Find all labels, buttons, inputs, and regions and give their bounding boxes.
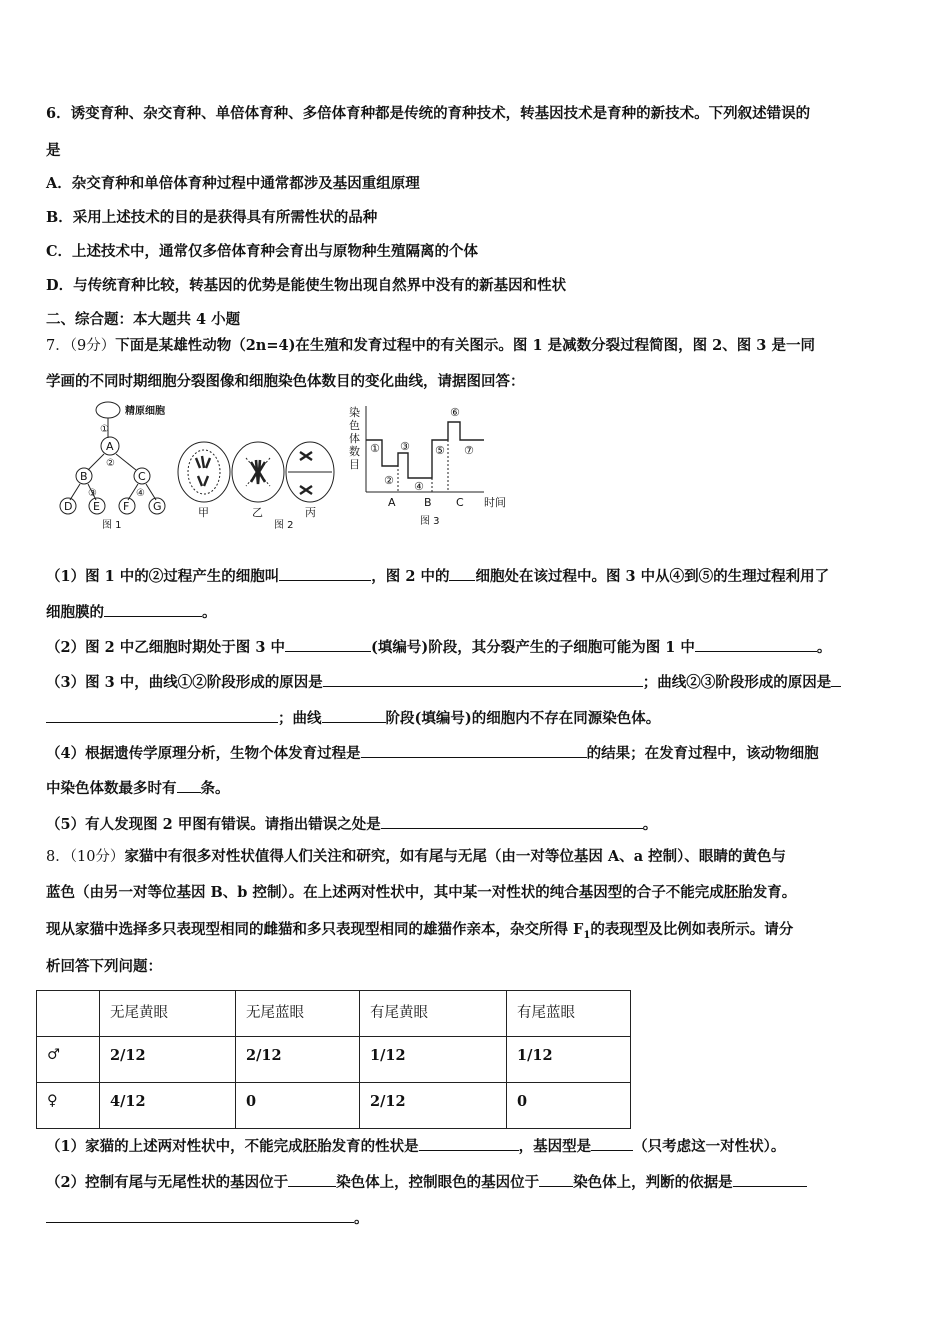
- q7-part1-line1: [46, 565, 829, 587]
- table-cell: 1/12: [507, 1037, 631, 1083]
- q6-stem-line2: 是: [46, 142, 61, 159]
- fig2-caption: 图 2: [274, 520, 294, 531]
- fig3-ylabel-4: 数: [349, 445, 360, 458]
- q7-number: 7．（9分）: [46, 338, 116, 354]
- q8-stem3-sub: 1: [583, 929, 591, 941]
- q8-p1-blank1[interactable]: [419, 1135, 519, 1151]
- table-cell: 2/12: [236, 1037, 360, 1083]
- q7-stem-line1: [46, 336, 815, 356]
- q8-number: 8．（10分）: [46, 849, 125, 865]
- table-cell-sex: ♀: [37, 1083, 100, 1129]
- q8-p2-blank2[interactable]: [539, 1171, 573, 1187]
- fig1-title: 精原细胞: [125, 406, 165, 417]
- q8-part2-line1: [46, 1171, 807, 1193]
- q8-p2-text-b: 染色体上，控制眼色的基因位于: [336, 1174, 540, 1191]
- fig1-meiosis-diagram: [60, 402, 165, 531]
- q6-stem-line1: 6．诱变育种、杂交育种、单倍体育种、多倍体育种都是传统的育种技术，转基因技术是育种的新技术。下列叙述错误的: [46, 105, 811, 122]
- q7-p3-text-c: ；曲线: [278, 710, 322, 727]
- fig1-node-f: F: [123, 500, 130, 513]
- q7-p4-text-d: 条。: [200, 780, 230, 797]
- q7-part4-line2: [46, 777, 230, 799]
- q7-p5-text-a: （5）有人发现图 2 甲图有错误。请指出错误之处是: [46, 816, 381, 833]
- q7-p2-text-c: 。: [816, 639, 832, 656]
- table-row: [37, 1083, 631, 1129]
- q7-part3-line2: [46, 707, 660, 729]
- q8-p1-text-a: （1）家猫的上述两对性状中，不能完成胚胎发育的性状是: [46, 1138, 419, 1155]
- q7-p1-text-b: ，图 2 中的: [371, 568, 450, 585]
- fig1-node-d: D: [64, 500, 73, 513]
- q7-p1-text-a: （1）图 1 中的②过程产生的细胞叫: [46, 568, 280, 585]
- table-cell: 2/12: [100, 1037, 236, 1083]
- q7-p3-blank2[interactable]: [46, 707, 278, 723]
- fig3-caption: 图 3: [420, 516, 440, 527]
- table-header-cell: 有尾蓝眼: [507, 991, 631, 1037]
- q6-option-b: B．采用上述技术的目的是获得具有所需性状的品种: [46, 209, 378, 226]
- q7-p4-text-c: 中染色体数最多时有: [46, 780, 177, 797]
- fig1-step4: ④: [136, 488, 145, 499]
- fig3-chromosome-curve: [349, 405, 506, 527]
- fig1-caption: 图 1: [102, 520, 122, 531]
- q7-p1-text-d: 细胞膜的: [46, 604, 104, 621]
- fig3-ylabel-2: 色: [349, 419, 360, 432]
- fig3-xlabel: 时间: [484, 496, 506, 509]
- q7-part5: [46, 813, 657, 835]
- q6-option-d: D．与传统育种比较，转基因的优势是能使生物出现自然界中没有的新基因和性状: [46, 277, 567, 294]
- q7-p1-blank2[interactable]: [449, 565, 475, 581]
- fig3-seg-6: ⑥: [450, 406, 460, 419]
- table-cell: 2/12: [360, 1083, 507, 1129]
- fig3-seg-2: ②: [384, 474, 394, 487]
- q8-part2-line2: [46, 1207, 369, 1229]
- fig1-node-e: E: [93, 500, 100, 513]
- q7-p3-blank2-start[interactable]: [831, 671, 841, 687]
- q8-p2-blank3[interactable]: [46, 1207, 354, 1223]
- table-cell: 0: [507, 1083, 631, 1129]
- q8-stem-text: 家猫中有很多对性状值得人们关注和研究，如有尾与无尾（由一对等位基因 A、a 控制）、眼睛的黄色与: [124, 848, 786, 865]
- fig2-cell-images: [178, 442, 334, 531]
- q6-option-a: A．杂交育种和单倍体育种过程中通常都涉及基因重组原理: [46, 175, 420, 192]
- q7-p4-text-a: （4）根据遗传学原理分析，生物个体发育过程是: [46, 745, 361, 762]
- q8-p1-text-c: （只考虑这一对性状）。: [633, 1138, 786, 1155]
- q7-p1-blank3[interactable]: [104, 601, 202, 617]
- fig2-label-jia: 甲: [198, 506, 209, 519]
- q7-p2-text-a: （2）图 2 中乙细胞时期处于图 3 中: [46, 639, 285, 656]
- fig3-seg-7: ⑦: [464, 444, 474, 457]
- section2-title: 二、综合题：本大题共 4 小题: [46, 311, 241, 328]
- fig1-node-g: G: [153, 500, 162, 513]
- q8-p1-text-b: ，基因型是: [518, 1138, 592, 1155]
- fig1-step1: ①: [100, 424, 109, 435]
- table-header-cell: 无尾黄眼: [100, 991, 236, 1037]
- q7-p3-text-b: ；曲线②③阶段形成的原因是: [642, 674, 832, 691]
- q7-p5-text-b: 。: [642, 816, 658, 833]
- q8-part1: [46, 1135, 785, 1157]
- fig3-seg-5: ⑤: [435, 444, 445, 457]
- fig3-ylabel-1: 染: [349, 406, 360, 419]
- q8-stem-line4: 析回答下列问题：: [46, 958, 162, 975]
- q8-p2-blank1[interactable]: [288, 1171, 336, 1187]
- fig3-xtick-a: A: [388, 496, 396, 509]
- table-header-cell: 无尾蓝眼: [236, 991, 360, 1037]
- q7-part1-line2: [46, 601, 217, 623]
- q8-p2-blank3-start[interactable]: [733, 1171, 807, 1187]
- q7-p3-text-d: 阶段(填编号)的细胞内不存在同源染色体。: [385, 710, 661, 727]
- q8-stem-line3: [46, 920, 793, 946]
- fig1-step2: ②: [106, 458, 115, 469]
- q7-part2: [46, 636, 831, 658]
- table-header-row: [37, 991, 631, 1037]
- q7-p1-text-e: 。: [202, 604, 217, 621]
- fig3-xtick-c: C: [456, 496, 464, 509]
- table-row: [37, 1037, 631, 1083]
- q8-stem-line1: [46, 847, 786, 867]
- table-header-cell: 有尾黄眼: [360, 991, 507, 1037]
- table-header-cell: [37, 991, 100, 1037]
- fig1-node-b: B: [80, 470, 88, 483]
- fig3-ylabel-5: 目: [349, 458, 360, 471]
- fig3-seg-1: ①: [370, 442, 380, 455]
- fig1-node-c: C: [138, 470, 146, 483]
- fig2-label-bing: 丙: [305, 506, 316, 519]
- q7-p2-blank2[interactable]: [695, 636, 817, 652]
- q7-p3-blank1[interactable]: [323, 671, 643, 687]
- q7-p4-text-b: 的结果；在发育过程中，该动物细胞: [586, 745, 819, 762]
- fig3-ylabel-3: 体: [349, 432, 360, 445]
- q7-part4-line1: [46, 742, 819, 764]
- fig1-step3: ③: [88, 488, 97, 499]
- q7-p2-blank1[interactable]: [285, 636, 371, 652]
- q7-p2-text-b: (填编号)阶段，其分裂产生的子细胞可能为图 1 中: [370, 639, 695, 656]
- q8-stem-line2: 蓝色（由另一对等位基因 B、b 控制）。在上述两对性状中，其中某一对性状的纯合基因型的合子不能完成胚胎发育。: [46, 884, 797, 901]
- q7-p3-blank3[interactable]: [322, 707, 386, 723]
- q7-p4-blank1[interactable]: [361, 742, 587, 758]
- table-cell: 1/12: [360, 1037, 507, 1083]
- q8-stem3-a: 现从家猫中选择多只表现型相同的雌猫和多只表现型相同的雄猫作亲本，杂交所得 F: [46, 921, 584, 938]
- q7-p5-blank[interactable]: [381, 813, 643, 829]
- q8-p2-text-a: （2）控制有尾与无尾性状的基因位于: [46, 1174, 289, 1191]
- fig3-xtick-b: B: [424, 496, 432, 509]
- fig1-node-a: A: [106, 440, 114, 453]
- table-cell: 0: [236, 1083, 360, 1129]
- table-cell-sex: ♂: [37, 1037, 100, 1083]
- q6-option-c: C．上述技术中，通常仅多倍体育种会育出与原物种生殖隔离的个体: [46, 243, 479, 260]
- q7-figures: [52, 400, 522, 540]
- q8-p2-text-c: 染色体上，判断的依据是: [573, 1174, 733, 1191]
- fig2-label-yi: 乙: [252, 506, 263, 519]
- q8-stem3-b: 的表现型及比例如表所示。请分: [590, 921, 794, 938]
- table-cell: 4/12: [100, 1083, 236, 1129]
- q8-p1-blank2[interactable]: [591, 1135, 633, 1151]
- q7-p1-text-c: 细胞处在该过程中。图 3 中从④到⑤的生理过程利用了: [475, 568, 830, 585]
- fig3-seg-3: ③: [400, 440, 410, 453]
- q7-p1-blank1[interactable]: [279, 565, 371, 581]
- q7-p3-text-a: （3）图 3 中，曲线①②阶段形成的原因是: [46, 674, 323, 691]
- q7-part3-line1: [46, 671, 841, 693]
- q7-stem-line2: 学画的不同时期细胞分裂图像和细胞染色体数目的变化曲线，请据图回答：: [46, 373, 525, 390]
- q8-phenotype-table: [36, 990, 631, 1129]
- fig3-seg-4: ④: [414, 480, 424, 493]
- q8-p2-text-d: 。: [354, 1210, 369, 1227]
- q7-p4-blank2[interactable]: [177, 777, 201, 793]
- q7-stem-text: 下面是某雄性动物（2n=4)在生殖和发育过程中的有关图示。图 1 是减数分裂过程简图，图 2、图 3 是一同: [115, 337, 815, 354]
